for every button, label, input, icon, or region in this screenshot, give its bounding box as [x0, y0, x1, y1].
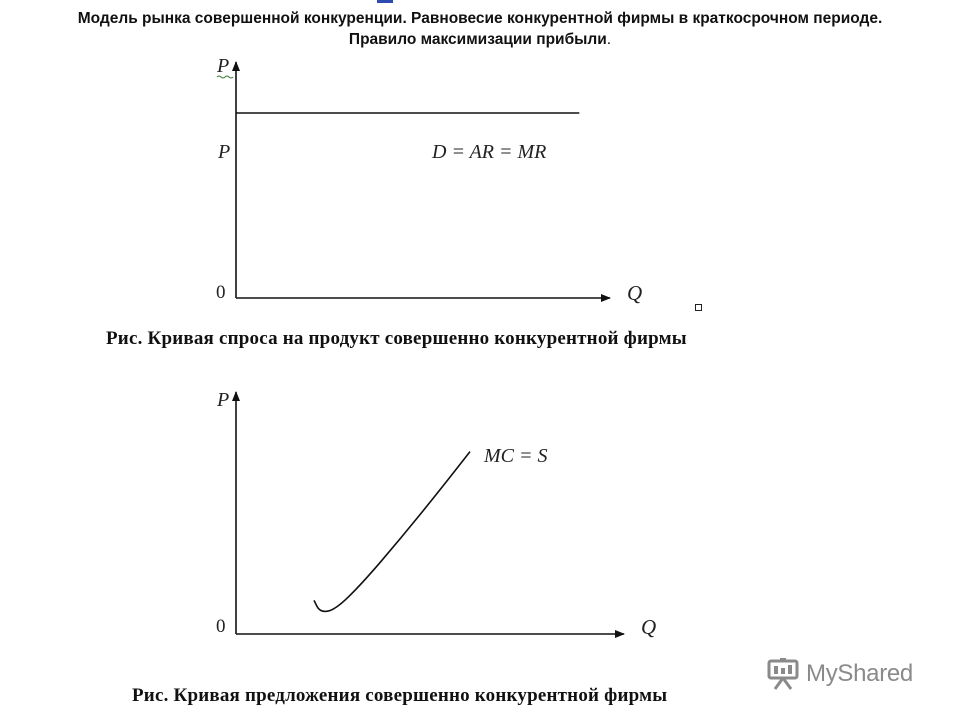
projector-screen-icon [766, 657, 800, 691]
supply-curve-label: MC = S [484, 445, 548, 467]
slide-title-line-2-text: Правило максимизации прибыли [348, 31, 607, 48]
supply-chart-origin-label: 0 [216, 616, 226, 637]
slide-title-line-2-period: . [606, 31, 612, 48]
supply-chart-x-label: Q [641, 615, 657, 639]
demand-chart-origin-label: 0 [216, 282, 226, 303]
supply-chart-caption: Рис. Кривая предложения совершенно конкурентной фирмы [132, 685, 668, 706]
watermark-text: MyShared [806, 660, 913, 687]
slide-title-line-1: Модель рынка совершенной конкуренции. Равновесие конкурентной фирмы в краткосрочном периоде. [77, 10, 883, 27]
small-square-mark [695, 304, 702, 311]
demand-chart [216, 55, 642, 305]
demand-curve-label: D = AR = MR [432, 141, 547, 163]
watermark [766, 656, 913, 692]
supply-chart-y-label: P [217, 389, 230, 411]
demand-chart-y-label: P [217, 55, 230, 77]
demand-chart-y-tick-p: P [218, 141, 231, 163]
demand-chart-caption: Рис. Кривая спроса на продукт совершенно конкурентной фирмы [106, 328, 687, 349]
supply-curve [314, 452, 470, 612]
supply-chart [216, 389, 656, 639]
demand-chart-x-label: Q [627, 281, 643, 305]
